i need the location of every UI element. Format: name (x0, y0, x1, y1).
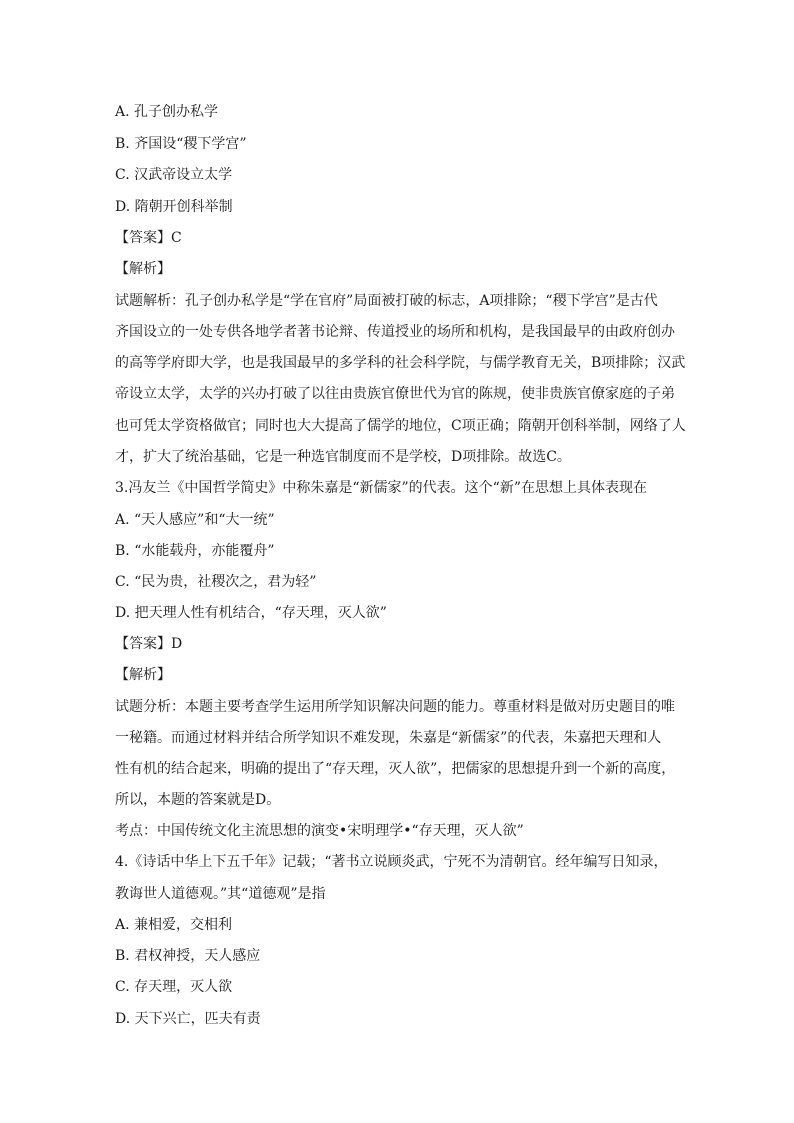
q3-option-b: B. “水能载舟，亦能覆舟” (115, 543, 275, 559)
q2-analysis-line: 帝设立太学，太学的兴办打破了以往由贵族官僚世代为官的陈规，使非贵族官僚家庭的子弟 (115, 386, 675, 402)
q4-question-line: 4.《诗话中华上下五千年》记载；“著书立说顾炎武，宁死不为清朝官。经年编写日知录， (115, 854, 668, 870)
q3-analysis-label: 【解析】 (115, 667, 171, 683)
q4-option-d: D. 天下兴亡，匹夫有责 (115, 1011, 261, 1027)
q2-analysis-line: 才，扩大了统治基础，它是一种选官制度而不是学校，D项排除。故选C。 (115, 449, 571, 465)
q2-analysis-label: 【解析】 (115, 261, 171, 277)
q3-kaodian: 考点：中国传统文化主流思想的演变•宋明理学•“存天理，灭人欲” (115, 823, 524, 839)
q4-option-b: B. 君权神授，天人感应 (115, 948, 261, 964)
q3-option-d: D. 把天理人性有机结合，“存天理，灭人欲” (115, 605, 387, 621)
q3-option-a: A. “天人感应”和“大一统” (115, 512, 275, 528)
q2-analysis-line: 试题解析：孔子创办私学是“学在官府”局面被打破的标志，A项排除；“稷下学宫”是古代 (115, 293, 658, 309)
q4-option-c: C. 存天理，灭人欲 (115, 979, 233, 995)
q2-option-d: D. 隋朝开创科举制 (115, 199, 233, 215)
q2-analysis-line: 也可凭太学资格做官；同时也大大提高了儒学的地位，C项正确；隋朝开创科举制，网络了人 (115, 418, 686, 434)
q3-analysis-line: 性有机的结合起来，明确的提出了“存天理，灭人欲”，把儒家的思想提升到一个新的高度， (115, 761, 676, 777)
q3-answer: 【答案】D (115, 636, 183, 652)
q3-question: 3.冯友兰《中国哲学简史》中称朱嘉是“新儒家”的代表。这个“新”在思想上具体表现在 (115, 480, 647, 496)
q2-option-b: B. 齐国设“稷下学宫” (115, 136, 247, 152)
q4-question-line: 教诲世人道德观。”其“道德观”是指 (115, 886, 326, 902)
q2-answer: 【答案】C (115, 230, 182, 246)
q3-option-c: C. “民为贵，社稷次之，君为轻” (115, 574, 317, 590)
q3-analysis-line: 一秘籍。而通过材料并结合所学知识不难发现，朱嘉是“新儒家”的代表，朱嘉把天理和人 (115, 730, 662, 746)
q2-option-c: C. 汉武帝设立太学 (115, 167, 233, 183)
q3-analysis-line: 所以，本题的答案就是D。 (115, 792, 281, 808)
q2-analysis-line: 齐国设立的一处专供各地学者著书论辩、传道授业的场所和机构，是我国最早的由政府创办 (115, 324, 675, 340)
q2-option-a: A. 孔子创办私学 (115, 104, 219, 120)
q2-analysis-line: 的高等学府即大学，也是我国最早的多学科的社会科学院，与儒学教育无关，B项排除；汉武 (115, 355, 686, 371)
q3-analysis-line: 试题分析：本题主要考查学生运用所学知识解决问题的能力。尊重材料是做对历史题目的唯 (115, 699, 675, 715)
q4-option-a: A. 兼相爱，交相利 (115, 917, 233, 933)
